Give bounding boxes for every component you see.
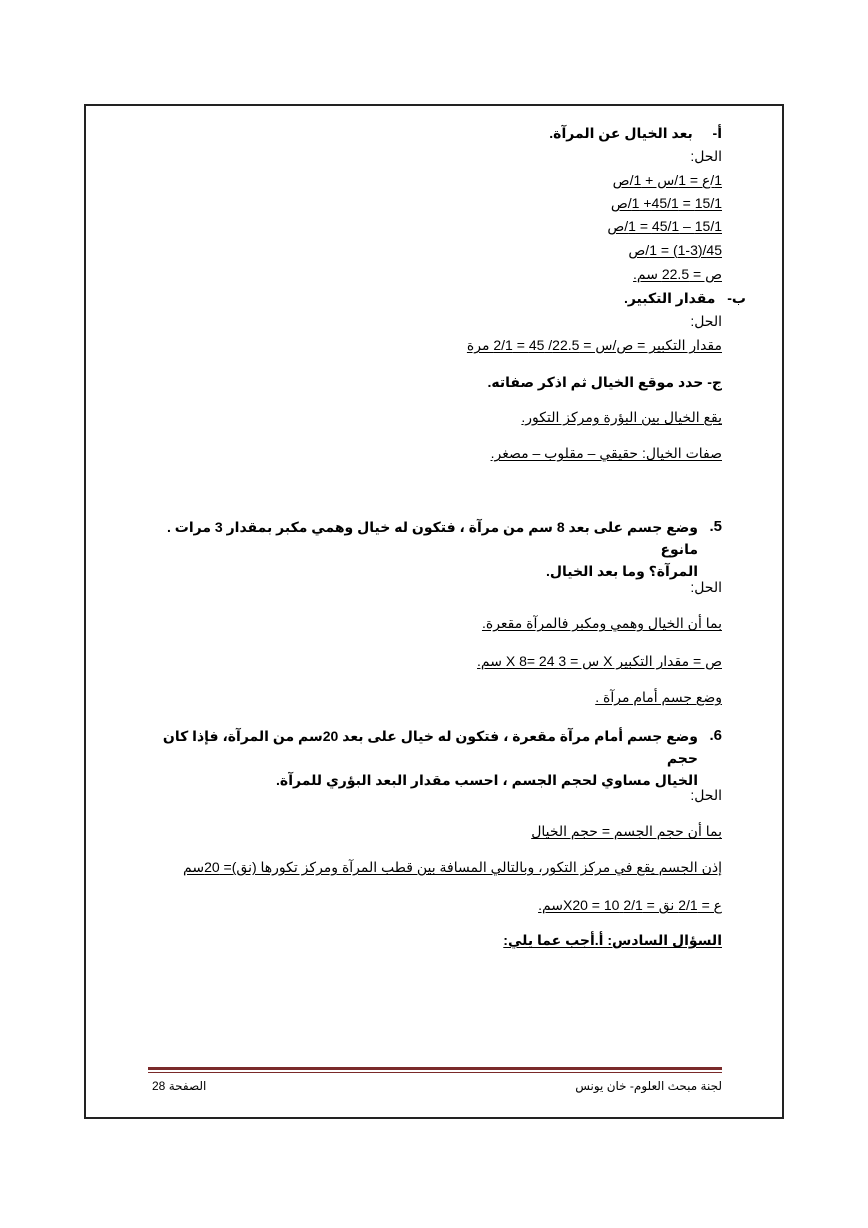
question-6-solution-label: الحل: xyxy=(690,787,722,803)
question-6-answer-1: بما أن حجم الجسم = حجم الخيال xyxy=(531,823,722,839)
question-5-line-1: وضع جسم على بعد 8 سم من مرآة ، فتكون له خيال وهمي مكبر بمقدار 3 مرات . مانوع xyxy=(167,519,698,557)
section-a-title: بعد الخيال عن المرآة. xyxy=(549,125,693,141)
footer-page-number: الصفحة 28 xyxy=(152,1079,207,1093)
footer-committee: لجنة مبحث العلوم- خان يونس xyxy=(575,1079,722,1093)
section-b-title: مقدار التكبير. xyxy=(623,290,716,306)
section-a-step-5: ص = 22.5 سم. xyxy=(633,266,722,282)
section-c-location: يقع الخيال بين البؤرة ومركز التكور. xyxy=(521,409,722,425)
section-c-properties: صفات الخيال: حقيقي – مقلوب – مصغر. xyxy=(490,445,722,461)
question-6-line-1: وضع جسم أمام مرآة مقعرة ، فتكون له خيال على بعد 20سم من المرآة، فإذا كان حجم xyxy=(162,728,698,766)
question-6-number: 6. xyxy=(709,727,722,744)
question-6-answer-3: ع = 2/1 نق = 2/1 X20 = 10سم. xyxy=(538,897,722,913)
question-5-number: 5. xyxy=(709,518,722,535)
section-b-answer: مقدار التكبير = ص/س = 22.5/ 45 = 2/1 مرة xyxy=(466,337,722,353)
section-a-heading xyxy=(549,124,722,142)
section-a-step-4: 45/(1-3) = 1/ص xyxy=(628,242,722,258)
question-5-answer-2: ص = مقدار التكبير X س = 3 X 8= 24 سم. xyxy=(477,653,722,669)
question-5-solution-label: الحل: xyxy=(690,579,722,595)
question-5-text xyxy=(138,516,698,582)
footer-rule-thin xyxy=(148,1072,722,1073)
section-a-letter: أ- xyxy=(712,125,722,141)
section-a-step-2: 15/1 = 45/1+ 1/ص xyxy=(610,195,722,211)
section-b-letter: ب- xyxy=(727,290,746,306)
section-b-heading xyxy=(624,289,746,307)
section-c-heading: ج- حدد موقع الخيال ثم اذكر صفاته. xyxy=(487,374,722,390)
question-six-heading: السؤال السادس: أ.أجب عما يلي: xyxy=(503,932,722,948)
question-5-answer-3: وضع جسم أمام مرآة . xyxy=(595,689,722,705)
question-5-line-2: المرآة؟ وما بعد الخيال. xyxy=(545,563,698,579)
footer-rule-thick xyxy=(148,1067,722,1070)
section-a-solution-label: الحل: xyxy=(690,148,722,164)
question-6-text xyxy=(138,725,698,791)
section-a-step-1: 1/ع = 1/س + 1/ص xyxy=(612,172,722,188)
question-6-line-2: الخيال مساوي لحجم الجسم ، احسب مقدار البعد البؤري للمرآة. xyxy=(276,772,698,788)
question-6-answer-2: إذن الجسم يقع في مركز التكور، وبالتالي المسافة بين قطب المرآة ومركز تكورها (نق)= 20سم xyxy=(183,859,722,875)
section-a-step-3: 15/1 – 45/1 = 1/ص xyxy=(607,218,722,234)
question-5-answer-1: بما أن الخيال وهمي ومكبر فالمرآة مقعرة. xyxy=(481,615,722,631)
section-b-solution-label: الحل: xyxy=(690,313,722,329)
